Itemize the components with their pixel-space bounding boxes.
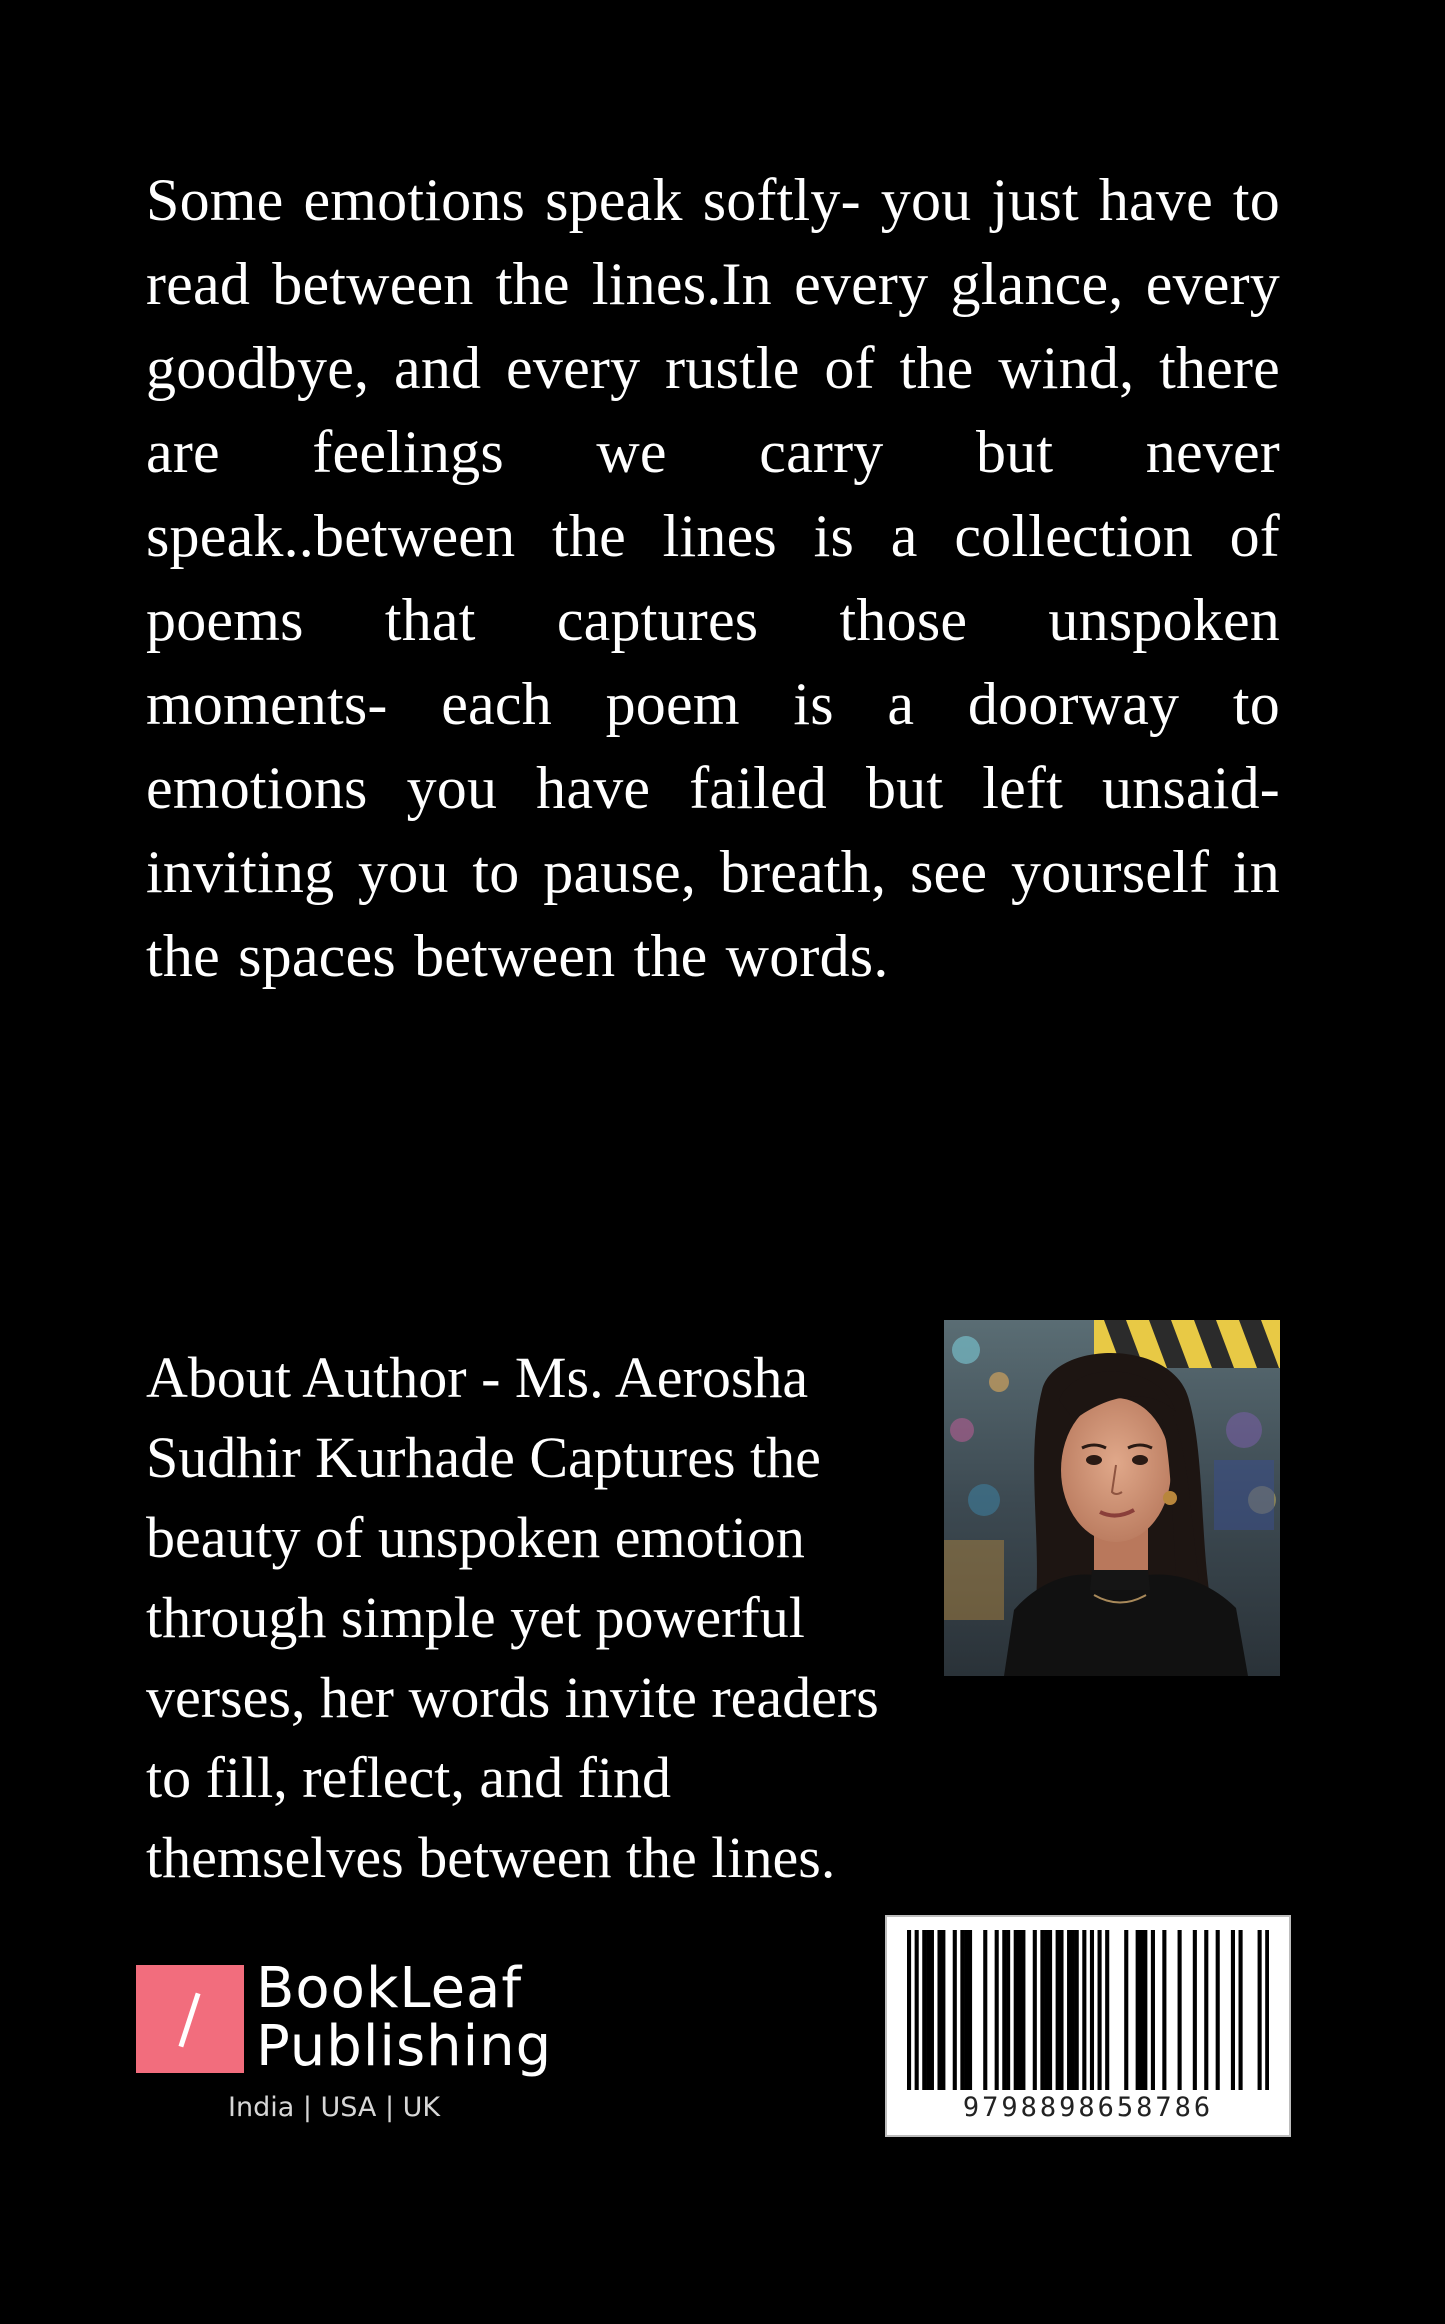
publisher-logo: [136, 1956, 556, 2140]
barcode-bar: [960, 1930, 964, 2090]
barcode-bar: [1082, 1930, 1086, 2090]
barcode-bar: [1033, 1930, 1037, 2090]
barcode-bar: [995, 1930, 999, 2090]
barcode-bar: [1204, 1930, 1208, 2090]
about-author-text: About Author - Ms. Aerosha Sudhir Kurhade Captures the beauty of unspoken emotion through simple yet powerful verses, her words invite readers to fill, reflect, and find themselves between the lines.: [146, 1345, 879, 1890]
barcode-bar: [1239, 1930, 1243, 2090]
barcode-bar: [1067, 1930, 1071, 2090]
barcode-bar: [1124, 1930, 1128, 2090]
barcode-bar: [1002, 1930, 1006, 2090]
barcode-bar: [926, 1930, 930, 2090]
barcode-bar: [1044, 1930, 1048, 2090]
barcode-bar: [968, 1930, 972, 2090]
barcode-bar: [1006, 1930, 1010, 2090]
barcode-bar: [1048, 1930, 1052, 2090]
slash-icon: [178, 1993, 200, 2048]
barcode-bar: [1098, 1930, 1102, 2090]
barcode-bar: [1258, 1930, 1262, 2090]
barcode-bar: [1056, 1930, 1060, 2090]
barcode-bar: [1216, 1930, 1220, 2090]
barcode-bar: [1014, 1930, 1018, 2090]
barcode-bar: [1178, 1930, 1182, 2090]
barcode-bar: [1021, 1930, 1025, 2090]
barcode-bar: [1071, 1930, 1075, 2090]
barcode-bar: [953, 1930, 957, 2090]
publisher-name: [256, 1956, 553, 2079]
barcode-bar: [983, 1930, 987, 2090]
publisher-mark-icon: [136, 1965, 244, 2073]
isbn-barcode: [885, 1915, 1291, 2137]
barcode-bar: [964, 1930, 968, 2090]
barcode-bar: [1231, 1930, 1235, 2090]
barcode-bar: [907, 1930, 911, 2090]
barcode-bar: [915, 1930, 919, 2090]
barcode-bar: [1040, 1930, 1044, 2090]
isbn-number: 9798898658786: [962, 2092, 1214, 2123]
barcode-bar: [1075, 1930, 1079, 2090]
barcode-bar: [1162, 1930, 1166, 2090]
barcode-bar: [1151, 1930, 1155, 2090]
publisher-name-line2: Publishing: [256, 2014, 553, 2079]
barcode-icon: [907, 1930, 1269, 2090]
barcode-bar: [1090, 1930, 1094, 2090]
back-cover-blurb: Some emotions speak softly- you just have to read between the lines.In every glance, every goodbye, and every rustle of the wind, there are feelings we carry but never speak..between the lines is a collection of poems that captures those unspoken moments- each poem is a doorway to emotions you have failed but left unsaid- inviting you to pause, breath, see yourself in the spaces between the words.: [146, 167, 1280, 989]
barcode-bar: [1143, 1930, 1147, 2090]
author-photo: [944, 1320, 1280, 1676]
barcode-bar: [1018, 1930, 1022, 2090]
barcode-bar: [1105, 1930, 1109, 2090]
barcode-bar: [922, 1930, 926, 2090]
barcode-bar: [1059, 1930, 1063, 2090]
publisher-regions: India | USA | UK: [228, 2092, 441, 2123]
barcode-bar: [1136, 1930, 1140, 2090]
barcode-bar: [1265, 1930, 1269, 2090]
barcode-bar: [1193, 1930, 1197, 2090]
publisher-name-line1: BookLeaf: [256, 1956, 523, 2021]
barcode-bar: [930, 1930, 934, 2090]
barcode-bar: [1139, 1930, 1143, 2090]
barcode-bar: [937, 1930, 941, 2090]
barcode-bar: [941, 1930, 945, 2090]
